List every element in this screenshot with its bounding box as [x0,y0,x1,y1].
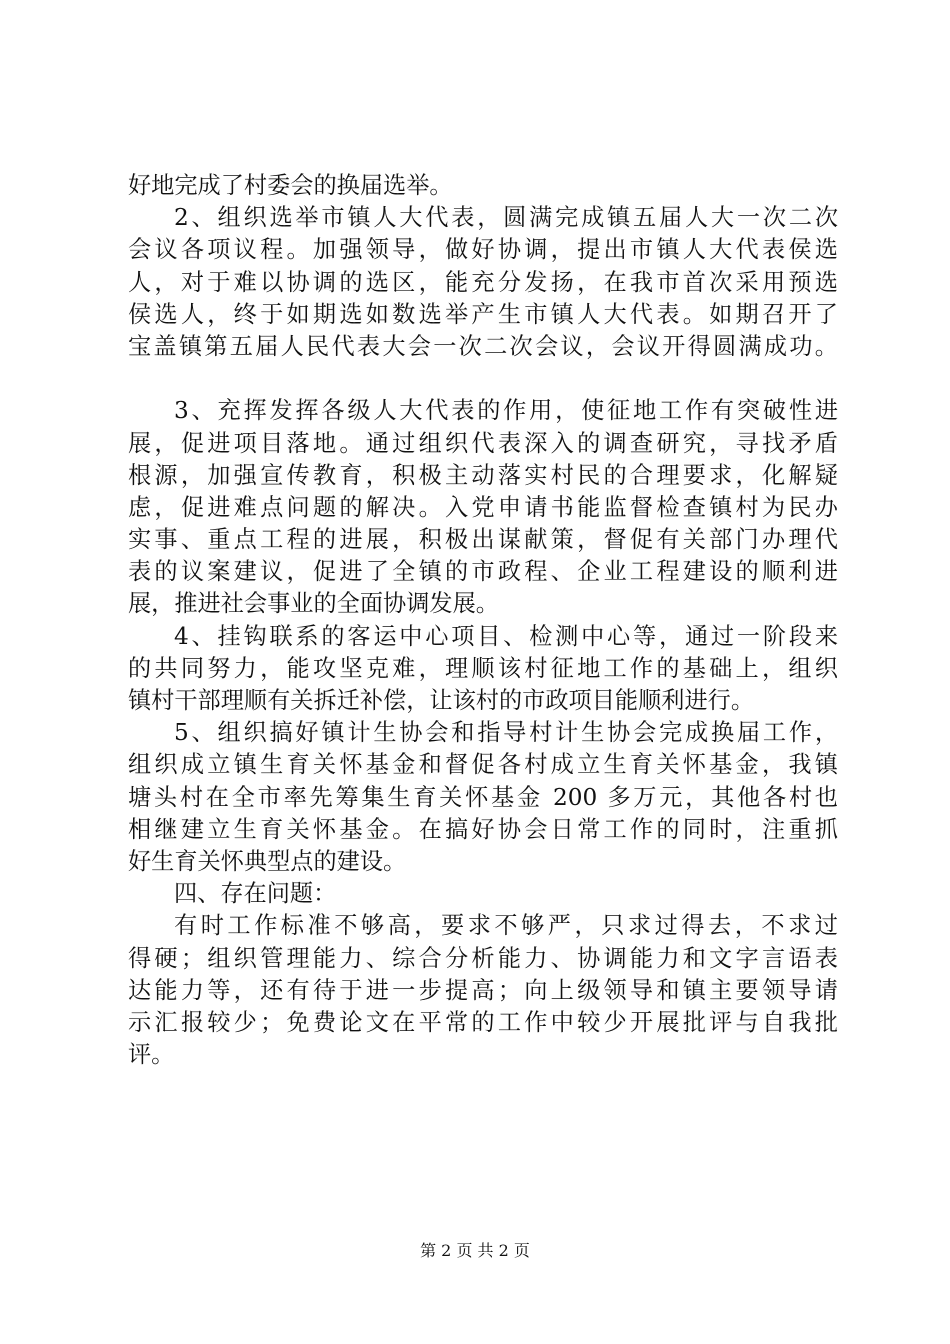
text-line: 展，推进社会事业的全面协调发展。 [128,590,499,618]
text-line: 侯选人，终于如期选如数选举产生市镇人大代表。如期召开了 [128,300,838,328]
text-line: 虑，促进难点问题的解决。入党申请书能监督检查镇村为民办 [128,493,838,521]
text-line: 相继建立生育关怀基金。在搞好协会日常工作的同时，注重抓 [128,815,838,843]
text-line: 镇村干部理顺有关拆迁补偿，让该村的市政项目能顺利进行。 [128,687,755,714]
document-body [128,170,838,1071]
text-line: 好生育关怀典型点的建设。 [128,847,407,875]
text-line: 示汇报较少；免费论文在平常的工作中较少开展批评与自我批 [128,1008,838,1036]
page-footer: 第 2 页 共 2 页 [420,1241,530,1260]
text-line: 四、存在问题： [174,880,337,908]
text-line: 5、组织搞好镇计生协会和指导村计生协会完成换届工作， [174,719,838,747]
text-line: 的共同努力，能攻坚克难，理顺该村征地工作的基础上，组织 [128,654,838,682]
text-line: 会议各项议程。加强领导，做好协调，提出市镇人大代表侯选 [128,236,838,264]
text-line: 人，对于难以协调的选区，能充分发扬，在我市首次采用预选 [128,268,838,296]
text-line: 3、充挥发挥各级人大代表的作用，使征地工作有突破性进 [174,397,838,425]
text-line: 根源，加强宣传教育，积极主动落实村民的合理要求，化解疑 [128,461,838,489]
text-line: 2、组织选举市镇人大代表，圆满完成镇五届人大一次二次 [174,204,838,232]
paragraph-gap [128,363,838,395]
text-line: 评。 [128,1041,175,1069]
text-line: 达能力等，还有待于进一步提高；向上级领导和镇主要领导请 [128,976,838,1004]
text-line: 实事、重点工程的进展，积极出谋献策，督促有关部门办理代 [128,526,838,554]
text-line: 4、挂钩联系的客运中心项目、检测中心等，通过一阶段来 [174,622,838,650]
text-line: 组织成立镇生育关怀基金和督促各村成立生育关怀基金，我镇 [128,751,838,779]
text-line: 表的议案建议，促进了全镇的市政程、企业工程建设的顺利进 [128,558,838,586]
text-line: 好地完成了村委会的换届选举。 [128,172,453,199]
text-line: 展，促进项目落地。通过组织代表深入的调查研究，寻找矛盾 [128,429,838,457]
text-line: 宝盖镇第五届人民代表大会一次二次会议，会议开得圆满成功。 [128,332,838,360]
text-line: 有时工作标准不够高，要求不够严，只求过得去，不求过 [174,912,838,940]
text-line: 塘头村在全市率先筹集生育关怀基金 200 多万元，其他各村也 [128,783,838,811]
text-line: 得硬；组织管理能力、综合分析能力、协调能力和文字言语表 [128,944,838,972]
